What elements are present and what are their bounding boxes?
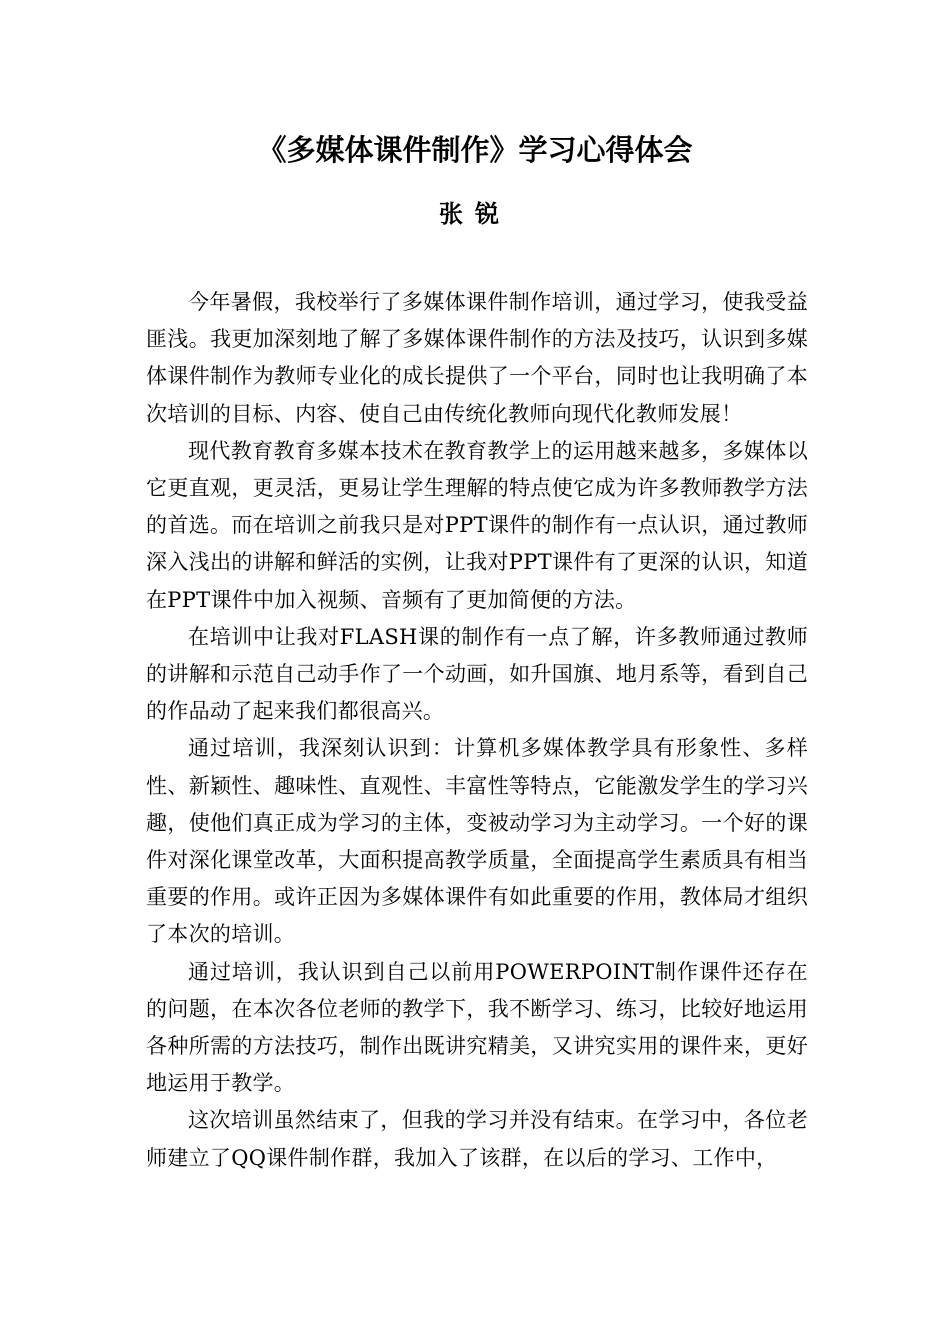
document-body	[146, 284, 808, 1177]
paragraph-1: 今年暑假，我校举行了多媒体课件制作培训，通过学习，使我受益匪浅。我更加深刻地了解了多媒体课件制作的方法及技巧，认识到多媒体课件制作为教师专业化的成长提供了一个平台，同时也让我明确了本次培训的目标、内容、使自己由传统化教师向现代化教师发展！	[146, 290, 808, 426]
paragraph-3: 在培训中让我对FLASH课的制作有一点了解，许多教师通过教师的讲解和示范自己动手作了一个动画，如升国旗、地月系等，看到自己的作品动了起来我们都很高兴。	[146, 624, 808, 724]
paragraph-4: 通过培训，我深刻认识到：计算机多媒体教学具有形象性、多样性、新颖性、趣味性、直观性、丰富性等特点，它能激发学生的学习兴趣，使他们真正成为学习的主体，变被动学习为主动学习。一个好的课件对深化课堂改革，大面积提高教学质量，全面提高学生素质具有相当重要的作用。或许正因为多媒体课件有如此重要的作用，教体局才组织了本次的培训。	[146, 736, 808, 947]
paragraph-6: 这次培训虽然结束了，但我的学习并没有结束。在学习中，各位老师建立了QQ课件制作群，我加入了该群，在以后的学习、工作中，	[146, 1108, 808, 1170]
document-author: 张锐	[439, 200, 511, 228]
document-title: 《多媒体课件制作》学习心得体会	[257, 133, 693, 167]
paragraph-5: 通过培训，我认识到自己以前用POWERPOINT制作课件还存在的问题，在本次各位老师的教学下，我不断学习、练习，比较好地运用各种所需的方法技巧，制作出既讲究精美，又讲究实用的课件来，更好地运用于教学。	[146, 959, 808, 1096]
paragraph-2: 现代教育教育多媒本技术在教育教学上的运用越来越多，多媒体以它更直观，更灵活，更易让学生理解的特点使它成为许多教师教学方法的首选。而在培训之前我只是对PPT课件的制作有一点认识，通过教师深入浅出的讲解和鲜活的实例，让我对PPT课件有了更深的认识，知道在PPT课件中加入视频、音频有了更加简便的方法。	[146, 438, 808, 612]
